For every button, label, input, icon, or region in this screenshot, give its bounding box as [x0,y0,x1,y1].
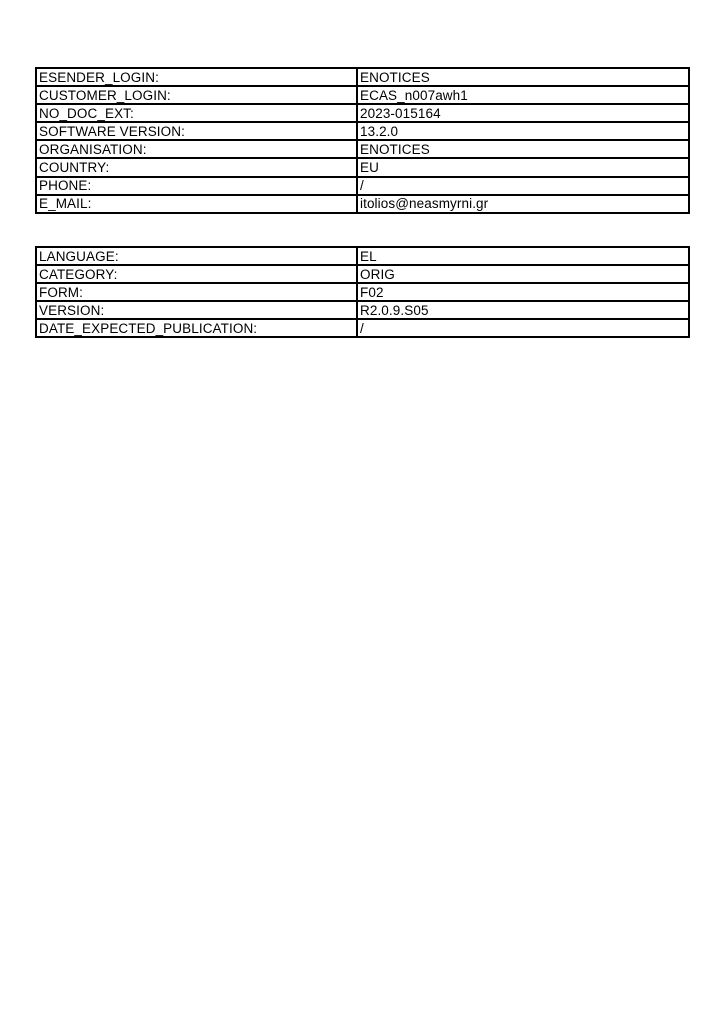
row-label: CUSTOMER_LOGIN: [37,87,358,103]
table-row [37,139,688,157]
row-value: itolios@neasmyrni.gr [360,196,489,212]
row-value: ENOTICES [360,69,430,85]
row-value: R2.0.9.S05 [360,302,429,318]
row-label: CATEGORY: [37,266,358,282]
row-label: ORGANISATION: [37,141,358,157]
row-label: VERSION: [37,302,358,318]
row-label: NO_DOC_EXT: [37,105,358,121]
row-value: F02 [360,284,384,300]
row-value: ENOTICES [360,141,430,157]
row-label: ESENDER_LOGIN: [37,69,358,85]
row-value: EU [360,160,379,176]
row-label: FORM: [37,284,358,300]
row-value: ORIG [360,266,395,282]
row-label: PHONE: [37,178,358,194]
table-row [37,194,688,212]
row-label: DATE_EXPECTED_PUBLICATION: [37,320,358,336]
table-row [37,103,688,121]
table-row [37,176,688,194]
table-row [37,69,688,85]
row-label: LANGUAGE: [37,248,358,264]
row-label: COUNTRY: [37,159,358,175]
esender-metadata-table [35,67,690,214]
table-row [37,121,688,139]
table-row [37,318,688,336]
row-value: / [360,178,364,194]
table-row [37,264,688,282]
row-value: ECAS_n007awh1 [360,87,468,103]
table-row [37,85,688,103]
form-info-table [35,246,690,338]
table-row [37,248,688,264]
row-label: E_MAIL: [37,196,358,212]
table-row [37,282,688,300]
table-row [37,157,688,175]
row-value: / [360,320,364,336]
row-value: 13.2.0 [360,123,399,139]
row-value: EL [360,248,377,264]
table-row [37,300,688,318]
row-label: SOFTWARE VERSION: [37,123,358,139]
row-value: 2023-015164 [360,105,441,121]
